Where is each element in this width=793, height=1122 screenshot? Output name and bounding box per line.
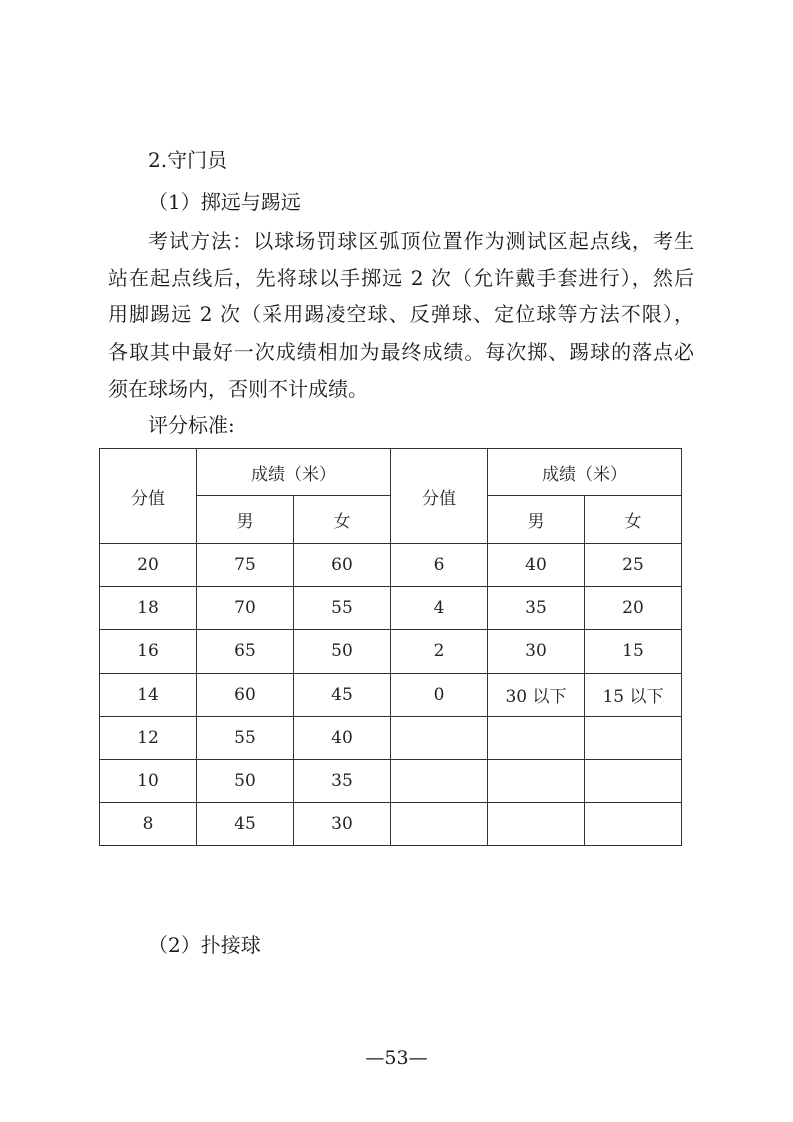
cell-male-left: 50 [197,759,294,802]
cell-female-right: 15 以下 [585,673,682,716]
cell-female-right: 15 [585,630,682,673]
cell-female-left: 55 [294,587,391,630]
table-row [100,630,682,673]
score-header-left: 分值 [100,449,197,544]
cell-male-left: 55 [197,716,294,759]
cell-male-left: 45 [197,802,294,845]
cell-score-left: 12 [100,716,197,759]
cell-score-right: 4 [391,587,488,630]
male-header-left: 男 [197,496,294,544]
cell-female-left: 35 [294,759,391,802]
result-header-left: 成绩（米） [197,449,391,496]
cell-female-right [585,759,682,802]
table-header-row [100,449,682,496]
scoring-table [99,448,682,846]
score-header-right: 分值 [391,449,488,544]
criteria-label: 评分标准: [148,413,235,437]
cell-male-right: 30 以下 [488,673,585,716]
cell-female-right: 25 [585,544,682,587]
cell-score-left: 16 [100,630,197,673]
cell-female-right [585,716,682,759]
cell-female-right: 20 [585,587,682,630]
cell-female-left: 40 [294,716,391,759]
cell-score-right [391,802,488,845]
cell-score-right [391,759,488,802]
section-heading: 2.守门员 [148,148,228,172]
cell-male-left: 75 [197,544,294,587]
result-header-right: 成绩（米） [488,449,682,496]
table-row [100,673,682,716]
table-row [100,544,682,587]
female-header-right: 女 [585,496,682,544]
cell-score-right [391,716,488,759]
method-line-4: 各取其中最好一次成绩相加为最终成绩。每次掷、踢球的落点必 [108,340,694,364]
cell-score-right: 0 [391,673,488,716]
method-line-3: 用脚踢远 2 次（采用踢凌空球、反弹球、定位球等方法不限）， [108,302,694,326]
page-number: —53— [365,1047,428,1069]
cell-score-left: 8 [100,802,197,845]
cell-male-right [488,716,585,759]
method-line-5: 须在球场内，否则不计成绩。 [108,377,368,401]
cell-male-right: 40 [488,544,585,587]
cell-male-left: 60 [197,673,294,716]
male-header-right: 男 [488,496,585,544]
cell-male-right: 30 [488,630,585,673]
cell-score-right: 2 [391,630,488,673]
table-row [100,759,682,802]
method-line-2: 站在起点线后，先将球以手掷远 2 次（允许戴手套进行），然后 [108,266,694,290]
cell-female-left: 50 [294,630,391,673]
cell-male-right [488,802,585,845]
subsection-title-catch: （2）扑接球 [148,933,261,957]
table-row [100,587,682,630]
cell-score-right: 6 [391,544,488,587]
cell-score-left: 18 [100,587,197,630]
cell-male-left: 65 [197,630,294,673]
female-header-left: 女 [294,496,391,544]
cell-male-right: 35 [488,587,585,630]
method-line-1: 考试方法：以球场罚球区弧顶位置作为测试区起点线，考生 [148,229,694,253]
cell-male-right [488,759,585,802]
cell-female-left: 60 [294,544,391,587]
cell-male-left: 70 [197,587,294,630]
table-row [100,802,682,845]
cell-female-left: 30 [294,802,391,845]
cell-female-right [585,802,682,845]
subsection-title-throw-kick: （1）掷远与踢远 [148,190,301,214]
cell-score-left: 20 [100,544,197,587]
cell-score-left: 14 [100,673,197,716]
cell-female-left: 45 [294,673,391,716]
table-row [100,716,682,759]
cell-score-left: 10 [100,759,197,802]
